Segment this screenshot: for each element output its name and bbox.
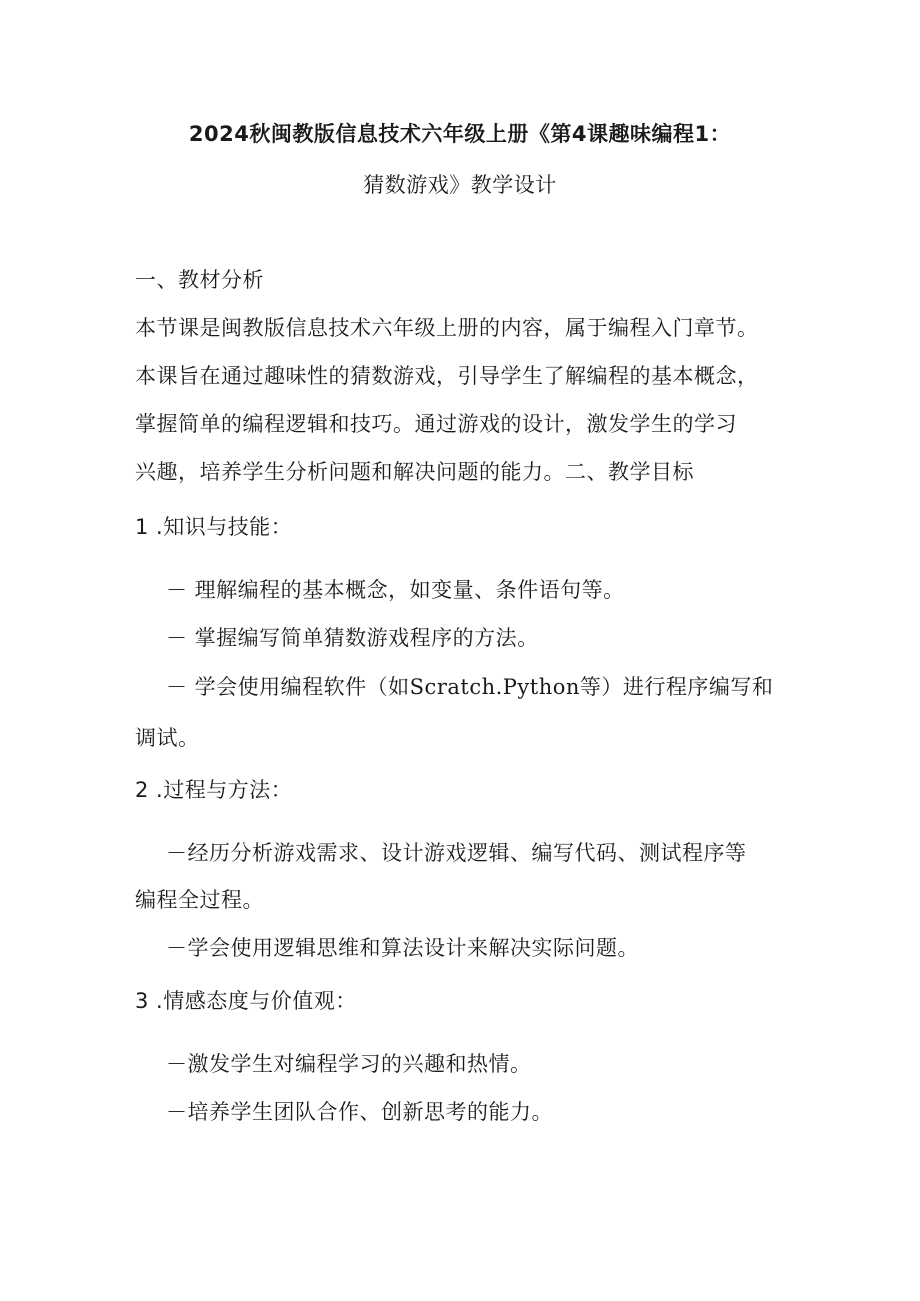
list-item: －激发学生对编程学习的兴趣和热情。 xyxy=(166,1052,532,1076)
section-heading-textbook-analysis: 一、教材分析 xyxy=(135,268,264,292)
list-item: －经历分析游戏需求、设计游戏逻辑、编写代码、测试程序等 xyxy=(166,841,747,865)
list-item: － 学会使用编程软件（如Scratch.Python等）进行程序编写和 xyxy=(166,675,774,699)
list-item: － 掌握编写简单猜数游戏程序的方法。 xyxy=(166,626,539,650)
list-item-continuation: 调试。 xyxy=(135,726,200,750)
list-item: －学会使用逻辑思维和算法设计来解决实际问题。 xyxy=(166,936,639,960)
document-title-line-2: 猜数游戏》教学设计 xyxy=(363,173,557,197)
paragraph-line: 兴趣，培养学生分析问题和解决问题的能力。二、教学目标 xyxy=(135,460,694,484)
list-item-continuation: 编程全过程。 xyxy=(135,888,264,912)
goal-heading-knowledge-skills: 1 .知识与技能： xyxy=(135,515,293,539)
paragraph-line: 掌握简单的编程逻辑和技巧。通过游戏的设计，激发学生的学习 xyxy=(135,412,737,436)
paragraph-line: 本课旨在通过趣味性的猜数游戏，引导学生了解编程的基本概念， xyxy=(135,364,759,388)
goal-heading-emotion-values: 3 .情感态度与价值观： xyxy=(135,989,357,1013)
list-item: － 理解编程的基本概念，如变量、条件语句等。 xyxy=(166,578,625,602)
paragraph-line: 本节课是闽教版信息技术六年级上册的内容，属于编程入门章节。 xyxy=(135,316,759,340)
goal-heading-process-methods: 2 .过程与方法： xyxy=(135,778,293,802)
document-title-line-1: 2024秋闽教版信息技术六年级上册《第4课趣味编程1： xyxy=(188,122,732,146)
list-item: －培养学生团队合作、创新思考的能力。 xyxy=(166,1100,553,1124)
